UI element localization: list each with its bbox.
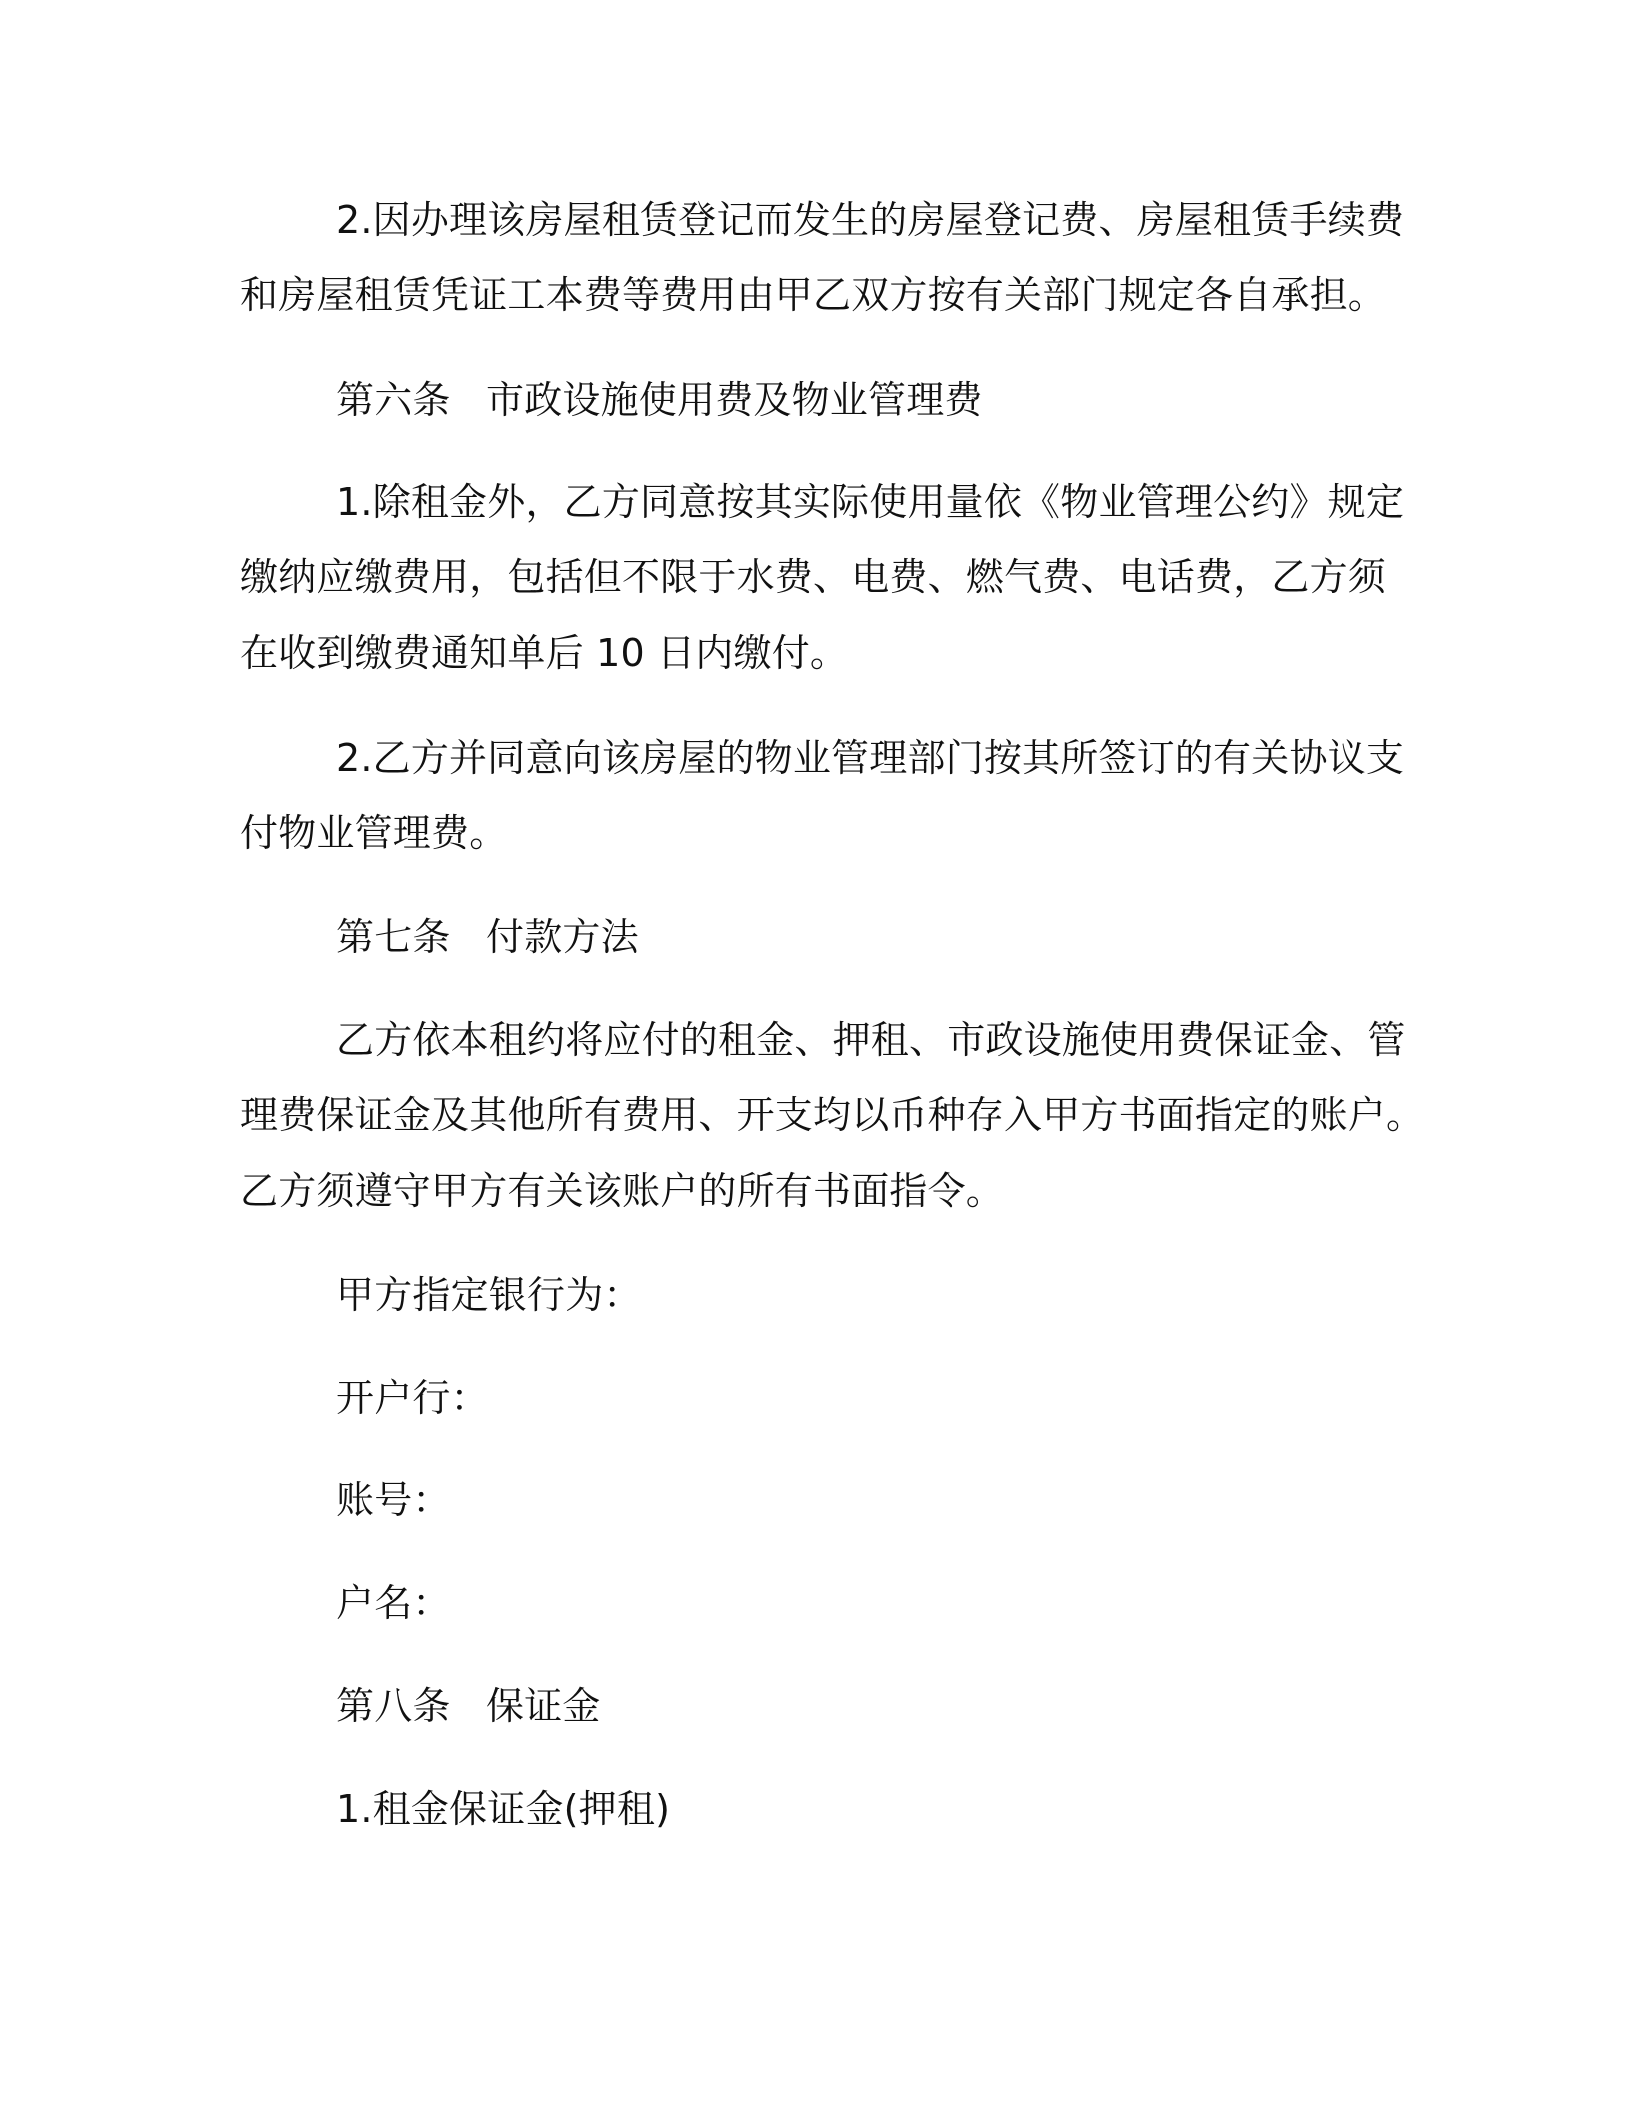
- article-8-heading: [336, 1681, 1385, 1731]
- article-number: 第六条: [336, 378, 451, 422]
- article-6-heading: [336, 375, 1385, 425]
- article-title: 保证金: [486, 1684, 601, 1728]
- bank-label: 甲方指定银行为：: [336, 1273, 642, 1317]
- paragraph-line: 在收到缴费通知单后 10 日内缴付。: [240, 631, 849, 675]
- article-number: 第八条: [336, 1684, 451, 1728]
- account-bank-label: 开户行：: [336, 1376, 489, 1420]
- article-title: 付款方法: [486, 915, 639, 959]
- article-title: 市政设施使用费及物业管理费: [486, 378, 983, 422]
- article-7-heading: [336, 912, 1385, 962]
- paragraph-line: 和房屋租赁凭证工本费等费用由甲乙双方按有关部门规定各自承担。: [240, 273, 1387, 317]
- paragraph-line: 1.除租金外，乙方同意按其实际使用量依《物业管理公约》规定: [336, 480, 1405, 524]
- paragraph-line: 付物业管理费。: [240, 811, 508, 855]
- paragraph-line: 2.因办理该房屋租赁登记而发生的房屋登记费、房屋租赁手续费: [336, 198, 1405, 242]
- paragraph-line: 2.乙方并同意向该房屋的物业管理部门按其所签订的有关协议支: [336, 736, 1405, 780]
- paragraph-line: 缴纳应缴费用，包括但不限于水费、电费、燃气费、电话费，乙方须: [240, 555, 1387, 599]
- account-name-label: 户名：: [336, 1581, 451, 1625]
- paragraph-line: 1.租金保证金(押租): [336, 1787, 671, 1831]
- paragraph-line: 乙方须遵守甲方有关该账户的所有书面指令。: [240, 1169, 1005, 1213]
- paragraph-line: 乙方依本租约将应付的租金、押租、市政设施使用费保证金、管: [336, 1018, 1406, 1062]
- account-number-label: 账号：: [336, 1478, 451, 1522]
- article-number: 第七条: [336, 915, 451, 959]
- paragraph-line: 理费保证金及其他所有费用、开支均以币种存入甲方书面指定的账户。: [240, 1093, 1425, 1137]
